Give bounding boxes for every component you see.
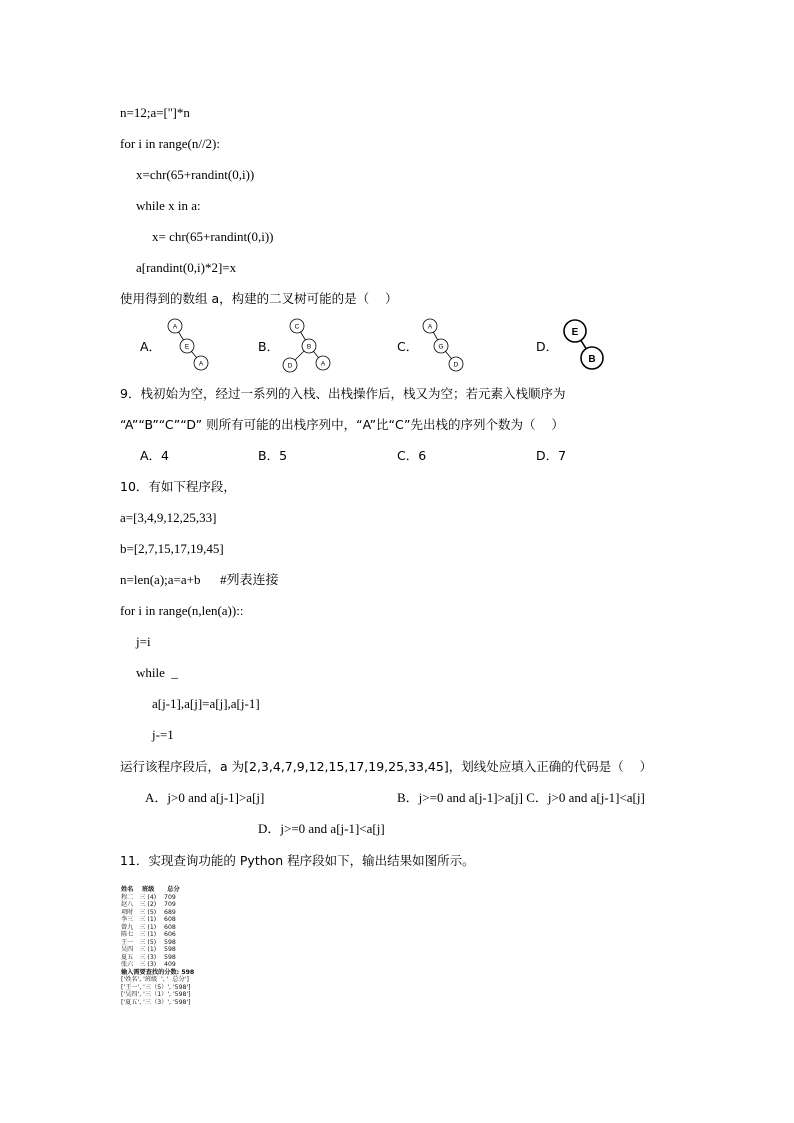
q9-option-a: A．4 xyxy=(140,448,170,463)
tree-node-label: A xyxy=(172,323,178,331)
q8-option-b-label: B． xyxy=(258,339,280,354)
q10-question: 运行该程序段后，a 为[2,3,4,7,9,12,15,17,19,25,33,45]，划线处应填入正确的代码是（ ） xyxy=(120,759,653,774)
tree-node-label: E xyxy=(184,343,190,351)
q8-option-b-tree xyxy=(280,316,340,374)
output-result-line: ['王一', '三（5）', '598'] xyxy=(121,983,191,991)
q8-code-line-1: n=12;a=['']*n xyxy=(120,105,190,120)
tree-node-label: C xyxy=(294,323,300,331)
output-table-row: 李三 三 (1) 608 xyxy=(121,916,176,923)
q10-code-line-6: while _ xyxy=(136,665,178,680)
q8-code-line-3: x=chr(65+randint(0,i)) xyxy=(136,167,255,182)
q8-option-a-tree xyxy=(162,316,222,374)
output-table-row: 王一 三 (5) 598 xyxy=(121,938,176,946)
q9-line-1: 9．栈初始为空，经过一系列的入栈、出栈操作后，栈又为空；若元素入栈顺序为 xyxy=(120,386,566,401)
q8-code-line-6: a[randint(0,i)*2]=x xyxy=(136,260,237,275)
q11-title: 11．实现查询功能的 Python 程序段如下，输出结果如图所示。 xyxy=(120,853,475,868)
q9-option-c: C．6 xyxy=(397,448,427,463)
q10-option-a: A．j>0 and a[j-1]>a[j] xyxy=(145,790,265,805)
q8-option-d-label: D． xyxy=(536,339,559,354)
q8-option-c-tree xyxy=(419,316,479,374)
q9-option-d: D．7 xyxy=(536,448,567,463)
tree-node-label: D xyxy=(453,361,459,369)
tree-node-label: A xyxy=(427,323,433,331)
output-table-row: 夏五 三 (3) 598 xyxy=(121,953,176,961)
q8-code-line-5: x= chr(65+randint(0,i)) xyxy=(152,229,274,244)
q8-question: 使用得到的数组 a，构建的二叉树可能的是（ ） xyxy=(120,291,398,306)
tree-node-label: B xyxy=(306,343,312,351)
tree-node-label: E xyxy=(571,327,579,338)
output-table-row: 程二 三 (4) 709 xyxy=(121,893,176,901)
output-prompt-line: 输入需要查找的分数: 598 xyxy=(121,968,195,976)
output-result-line: ['姓名', '班级 ', ' 总分'] xyxy=(121,976,189,983)
q10-code-line-1: a=[3,4,9,12,25,33] xyxy=(120,510,217,525)
q8-code-line-2: for i in range(n//2): xyxy=(120,136,220,151)
q10-option-b-c: B．j>=0 and a[j-1]>a[j] C．j>0 and a[j-1]<a[j] xyxy=(397,790,645,805)
output-table-row: 吴四 三 (1) 598 xyxy=(121,946,176,953)
output-table-row: 陈七 三 (1) 606 xyxy=(121,931,176,938)
q8-option-d-tree xyxy=(558,316,618,376)
q11-output-figure xyxy=(121,886,194,1006)
q8-code-line-4: while x in a: xyxy=(136,198,201,213)
q10-code-line-2: b=[2,7,15,17,19,45] xyxy=(120,541,224,556)
q9-option-b: B．5 xyxy=(258,448,288,463)
output-table-row: 曾九 三 (1) 608 xyxy=(121,923,176,931)
q10-code-line-7: a[j-1],a[j]=a[j],a[j-1] xyxy=(152,696,260,711)
q10-code-line-5: j=i xyxy=(136,634,151,649)
output-table-row: 赵八 三 (2) 709 xyxy=(121,901,176,908)
tree-node-label: A xyxy=(320,360,326,368)
output-result-line: ['吴四', '三（1）', '598'] xyxy=(121,991,191,998)
q10-code-line-4: for i in range(n,len(a)):: xyxy=(120,603,244,618)
q9-line-2: “A”“B”“C”“D” 则所有可能的出栈序列中，“A”比“C”先出栈的序列个数为（ ） xyxy=(120,417,564,432)
q8-option-a-label: A． xyxy=(140,339,162,354)
q10-code-line-8: j-=1 xyxy=(152,727,174,742)
output-result-line: ['夏五', '三（3）', '598'] xyxy=(121,998,191,1006)
tree-node-label: G xyxy=(438,343,444,351)
output-table-row: 项时 三 (5) 689 xyxy=(121,908,176,916)
tree-node-label: D xyxy=(287,362,293,370)
q8-option-c-label: C． xyxy=(397,339,419,354)
q10-option-d: D．j>=0 and a[j-1]<a[j] xyxy=(258,821,385,836)
q10-title: 10．有如下程序段， xyxy=(120,479,236,494)
tree-node-label: B xyxy=(588,354,596,365)
q10-code-line-3: n=len(a);a=a+b #列表连接 xyxy=(120,572,279,587)
output-table-row: 张六 三 (3) 409 xyxy=(121,961,176,968)
output-table-header: 姓名 班级 总分 xyxy=(121,886,180,893)
tree-node-label: A xyxy=(198,360,204,368)
